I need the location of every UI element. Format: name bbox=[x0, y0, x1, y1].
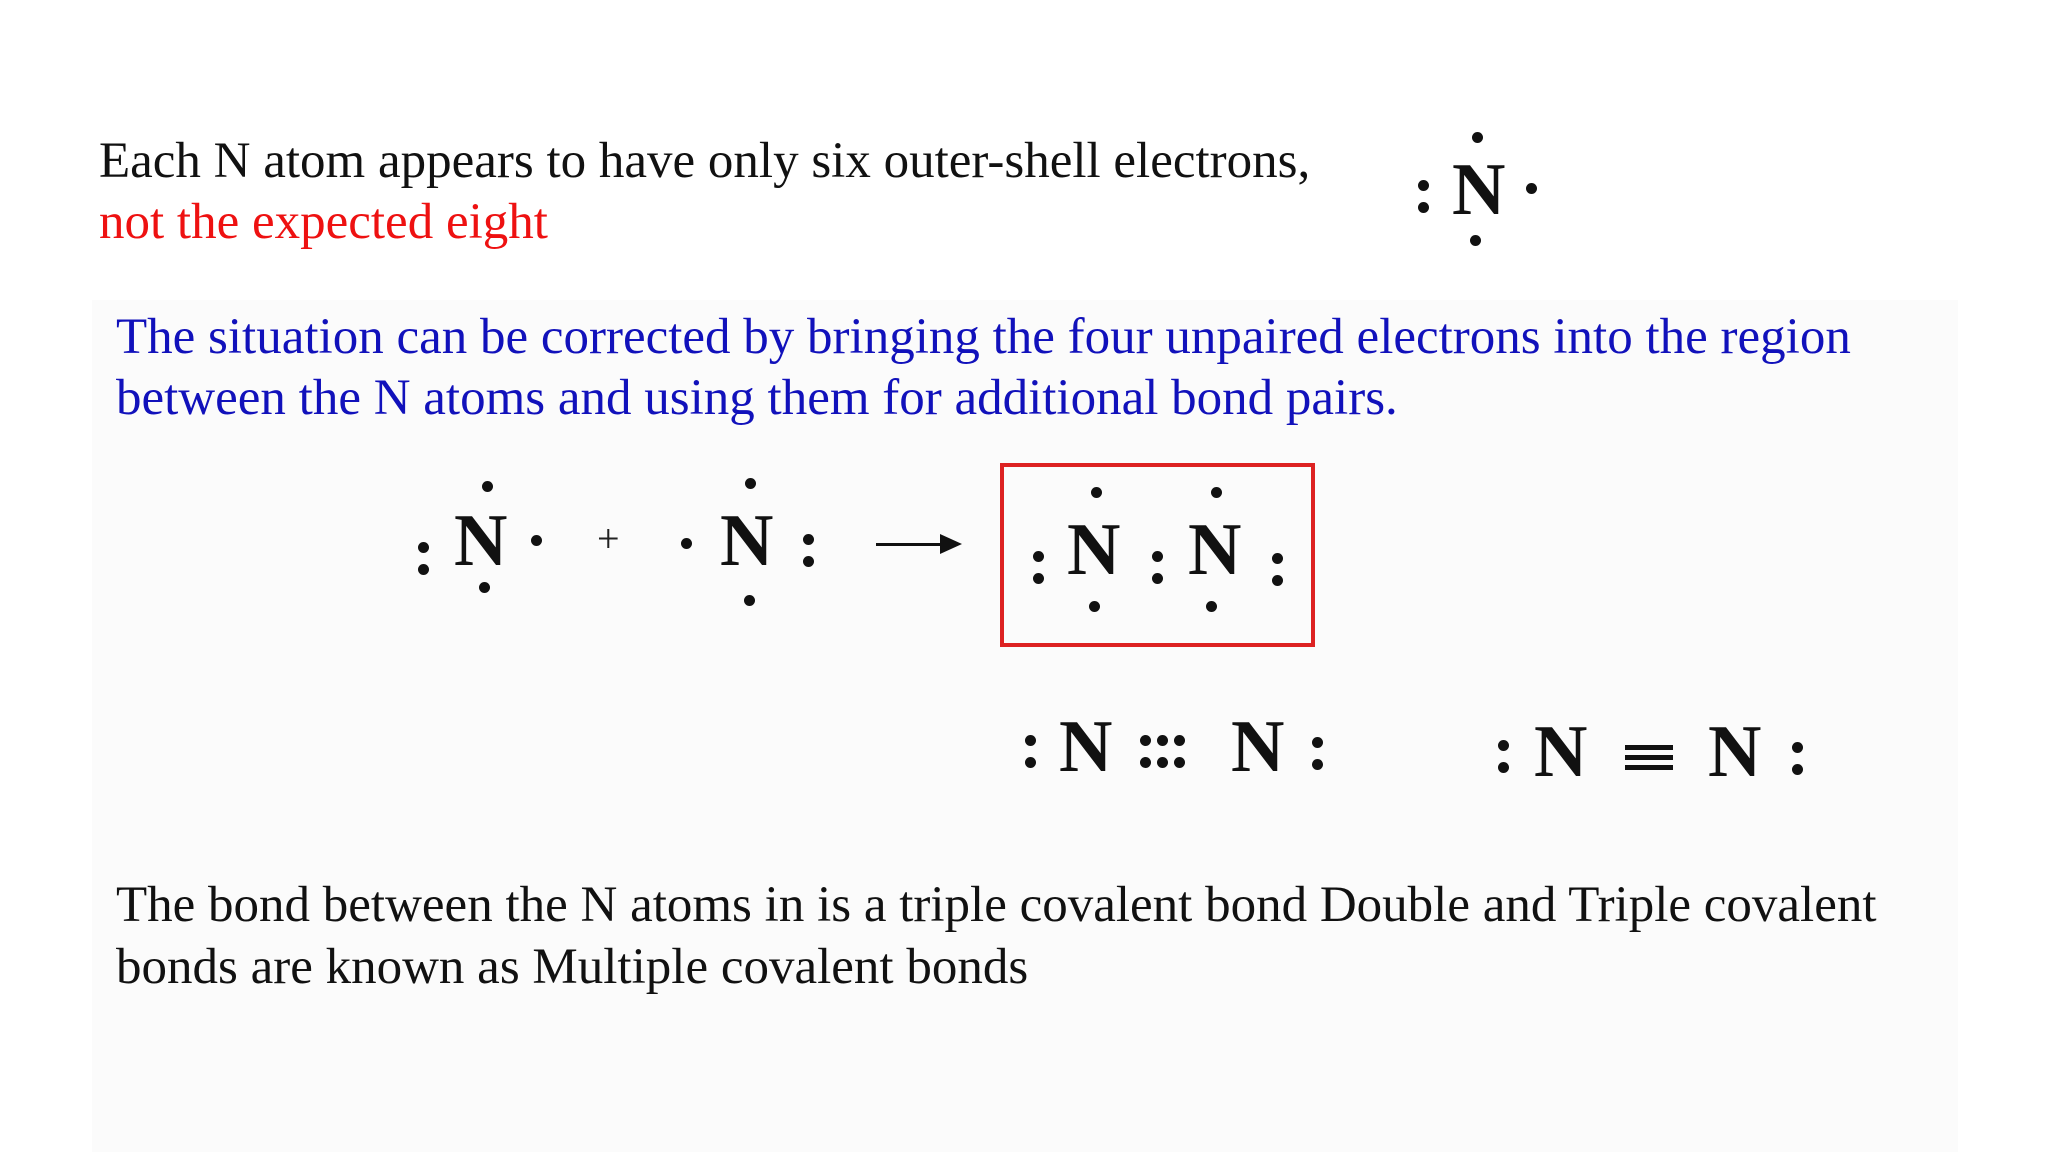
n-symbol: N bbox=[1534, 711, 1588, 793]
electron-dot-bottom bbox=[479, 582, 490, 593]
plus-sign: + bbox=[597, 516, 620, 561]
n-symbol: N bbox=[720, 500, 774, 582]
n-symbol: N bbox=[1059, 706, 1113, 788]
lewis-n-atom-single bbox=[1410, 125, 1550, 255]
n-symbol: N bbox=[1231, 706, 1285, 788]
lewis-n2-triple-dots bbox=[1015, 705, 1345, 795]
electron-dot-bottom bbox=[744, 595, 755, 606]
electron-dot-right bbox=[1526, 183, 1537, 194]
n-symbol: N bbox=[1708, 711, 1762, 793]
paragraph-3-line-2: bonds are known as Multiple covalent bonds bbox=[116, 939, 1029, 995]
n-symbol: N bbox=[1188, 509, 1242, 591]
lewis-n2-dot-structure bbox=[1025, 470, 1305, 630]
intro-line-1: Each N atom appears to have only six outer-shell electrons, bbox=[99, 133, 1311, 189]
paragraph-3-line-1: The bond between the N atoms in is a triple covalent bond Double and Triple covalent bbox=[116, 877, 1877, 933]
electron-dot-top bbox=[482, 481, 493, 492]
electron-dot-top bbox=[1091, 487, 1102, 498]
n-symbol: N bbox=[1067, 509, 1121, 591]
electron-dot-bottom bbox=[1206, 601, 1217, 612]
lewis-n-atom-left bbox=[410, 470, 550, 600]
lewis-n2-triple-lines bbox=[1490, 710, 1820, 800]
n-symbol: N bbox=[454, 500, 508, 582]
n-symbol: N bbox=[1452, 149, 1506, 231]
electron-dot-left bbox=[681, 538, 692, 549]
electron-dot-top bbox=[1472, 132, 1483, 143]
electron-dot-bottom bbox=[1089, 601, 1100, 612]
paragraph-2-line-2: between the N atoms and using them for additional bond pairs. bbox=[116, 370, 1398, 426]
electron-dot-right bbox=[531, 535, 542, 546]
electron-dot-top bbox=[745, 478, 756, 489]
paragraph-2-line-1: The situation can be corrected by bringing the four unpaired electrons into the region bbox=[116, 309, 1851, 365]
intro-line-2: not the expected eight bbox=[99, 194, 548, 250]
electron-dot-bottom bbox=[1470, 235, 1481, 246]
electron-dot-top bbox=[1211, 487, 1222, 498]
lewis-n-atom-right bbox=[675, 470, 825, 610]
